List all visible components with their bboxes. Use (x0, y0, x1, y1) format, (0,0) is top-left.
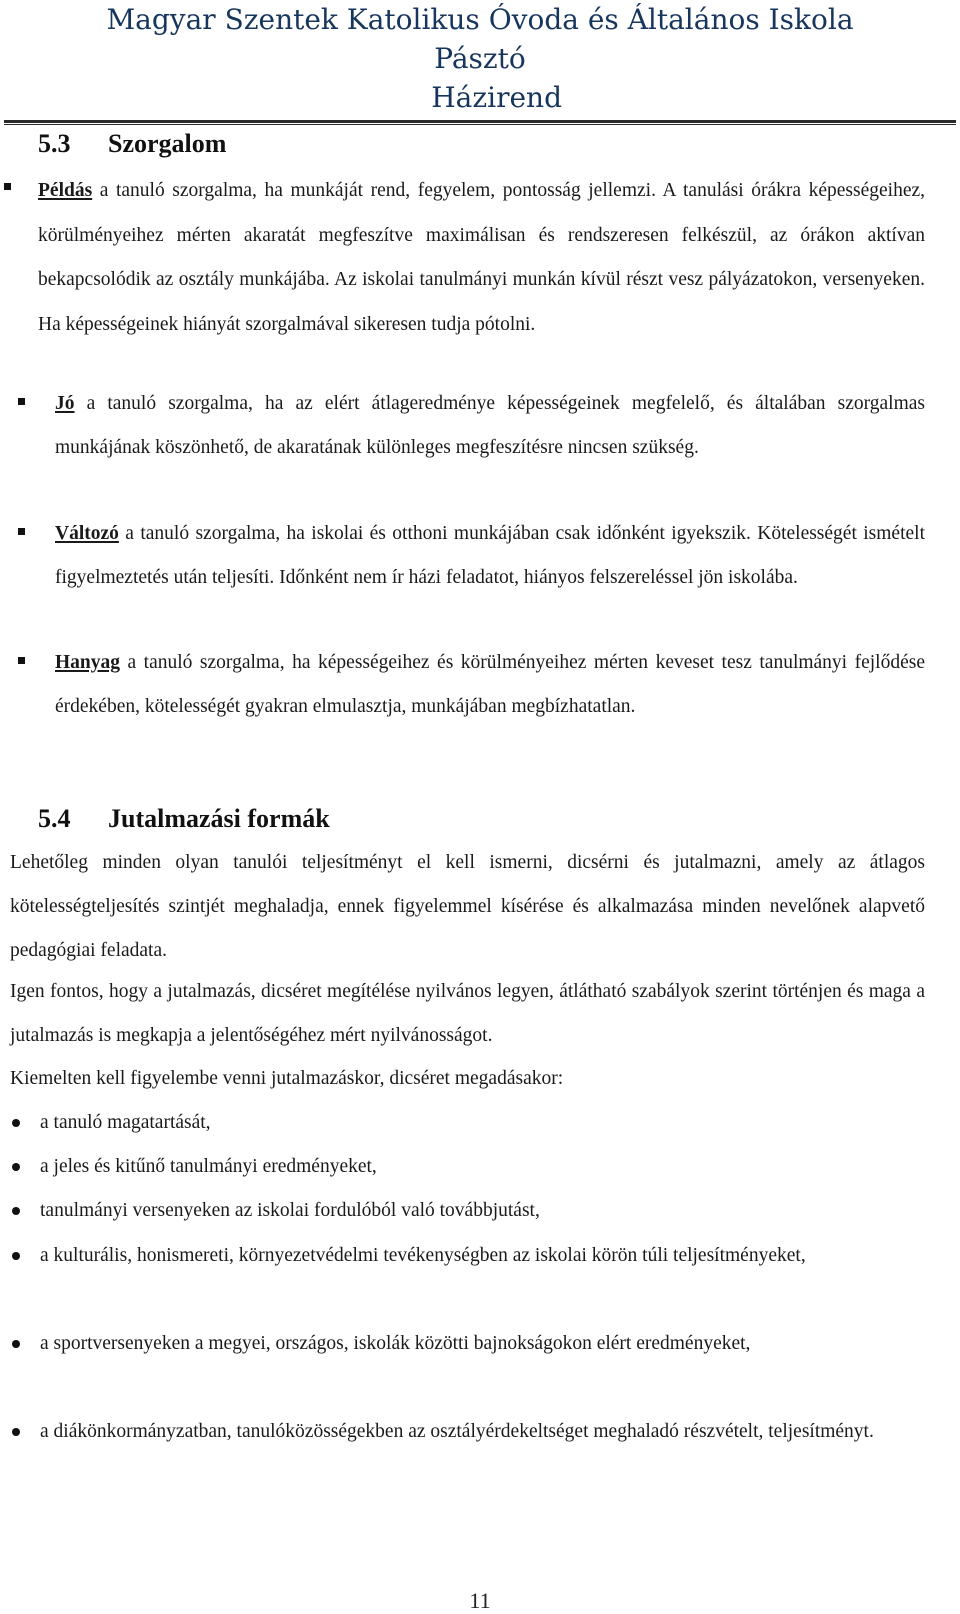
paragraph: Kiemelten kell figyelembe venni jutalmazáskor, dicséret megadásakor: (10, 1068, 564, 1089)
paragraph: Lehetőleg minden olyan tanulói teljesítményt el kell ismerni, dicsérni és jutalmazni, amely az átlagos kötelességteljesítés szintjét meghaladja, ennek figyelemmel kísérése és alkalmazása minden nevelőnek alapvető pedagógiai feladata. (10, 852, 925, 961)
header-rule-thin (4, 124, 956, 125)
square-bullet-icon (18, 657, 25, 664)
list-item-hanyag (55, 641, 925, 728)
square-bullet-icon (18, 528, 25, 535)
grade-term: Változó (55, 523, 119, 544)
round-bullet-icon (12, 1119, 20, 1127)
list-item: a sportversenyeken a megyei, országos, iskolák közötti bajnokságokon elért eredményeket, (40, 1333, 751, 1354)
paragraph: Igen fontos, hogy a jutalmazás, dicséret megítélése nyilvános legyen, átlátható szabályok szerint történjen és maga a jutalmazás is megkapja a jelentőségéhez mért nyilvánosságot. (10, 981, 925, 1046)
round-bullet-icon (12, 1163, 20, 1171)
grade-description: a tanuló szorgalma, ha munkáját rend, fegyelem, pontosság jellemzi. A tanulási órákra képességeihez, körülményeihez mérten akaratát megfeszítve maximálisan és rendszeresen felkészül, az órákon aktívan bekapcsolódik az osztály munkájába. Az iskolai tanulmányi munkán kívül részt vesz pályázatokon, versenyeken. Ha képességeinek hiányát szorgalmával sikeresen tudja pótolni. (38, 180, 925, 335)
grade-term: Példás (38, 180, 93, 201)
square-bullet-icon (18, 398, 25, 405)
page-header (0, 0, 960, 117)
list-item: tanulmányi versenyeken az iskolai fordulóból való továbbjutást, (40, 1200, 540, 1221)
grade-description: a tanuló szorgalma, ha képességeihez és körülményeihez mérten keveset tesz tanulmányi fejlődése érdekében, kötelességét gyakran elmulasztja, munkájában megbízhatatlan. (55, 652, 925, 717)
round-bullet-icon (12, 1252, 20, 1260)
grade-term: Jó (55, 393, 75, 414)
square-bullet-icon (4, 183, 11, 190)
header-school-name: Magyar Szentek Katolikus Óvoda és Általános Iskola (106, 3, 854, 36)
header-town: Pásztó (434, 42, 526, 75)
list-item-valtozo (55, 512, 925, 599)
section-number: 5.3 (38, 129, 71, 158)
section-heading-5-3 (38, 129, 226, 159)
list-item: a diákönkormányzatban, tanulóközösségekben az osztályérdekeltséget meghaladó részvételt, teljesítményt. (40, 1421, 874, 1442)
list-item: a tanuló magatartását, (40, 1112, 211, 1133)
header-document-title: Házirend (431, 81, 562, 114)
section-heading-5-4 (38, 804, 330, 834)
round-bullet-icon (12, 1207, 20, 1215)
page-number: 11 (469, 1588, 491, 1613)
list-item-jo (55, 382, 925, 469)
section-title: Szorgalom (108, 129, 227, 158)
section-title: Jutalmazási formák (108, 804, 330, 833)
list-item: a kulturális, honismereti, környezetvédelmi tevékenységben az iskolai körön túli teljesítményeket, (40, 1245, 806, 1266)
grade-description: a tanuló szorgalma, ha iskolai és otthoni munkájában csak időnként igyekszik. Kötelességét ismételt figyelmeztetés után teljesíti. Időnként nem ír házi feladatot, hiányos felszereléssel jön iskolába. (55, 523, 925, 588)
section-number: 5.4 (38, 804, 71, 833)
list-item-pelda (38, 169, 925, 347)
list-item: a jeles és kitűnő tanulmányi eredményeket, (40, 1156, 377, 1177)
round-bullet-icon (12, 1428, 20, 1436)
grade-term: Hanyag (55, 652, 121, 673)
round-bullet-icon (12, 1340, 20, 1348)
header-rule-thick (4, 120, 956, 123)
grade-description: a tanuló szorgalma, ha az elért átlageredménye képességeinek megfelelő, és általában szorgalmas munkájának köszönhető, de akaratának különleges megfeszítésre nincsen szükség. (55, 393, 925, 458)
